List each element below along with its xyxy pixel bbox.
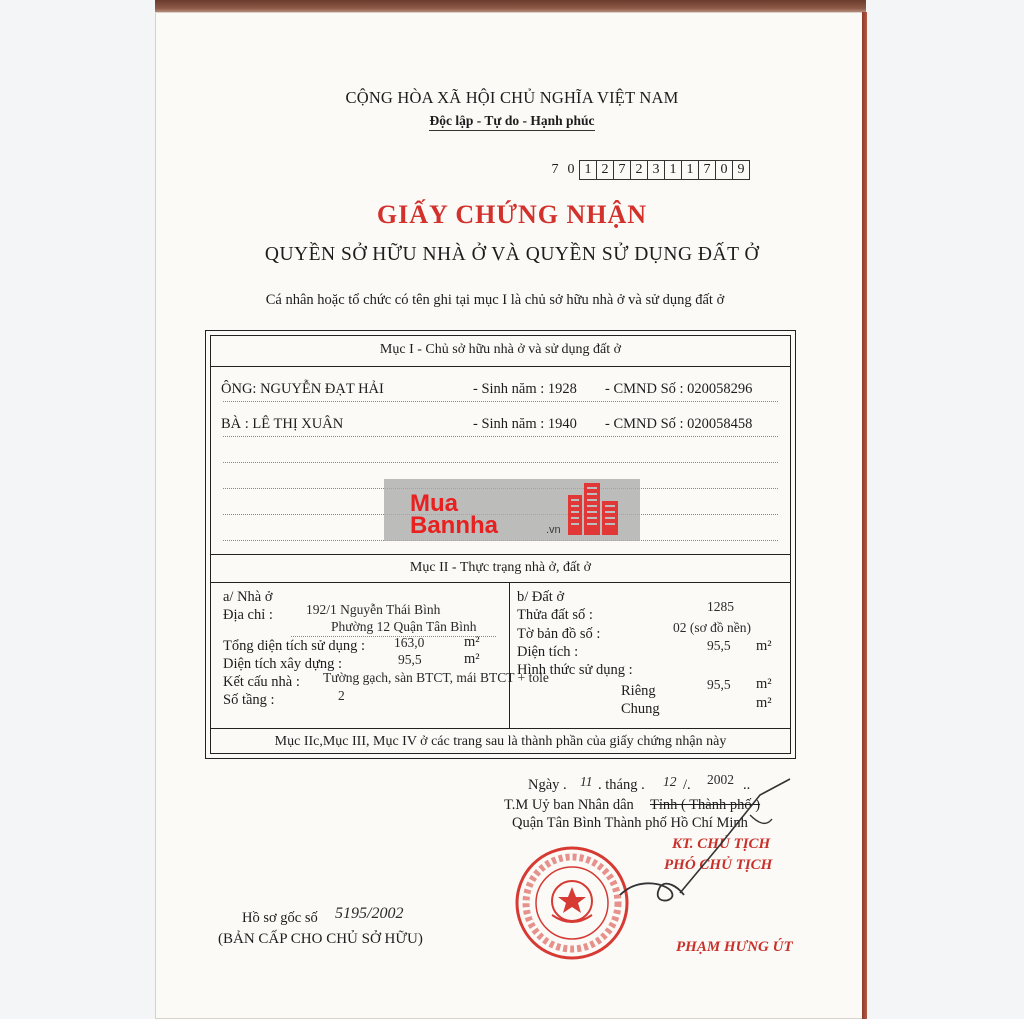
serial-prefix-digit: 7 [551,162,559,177]
land-area-value: 95,5 [707,638,731,653]
serial-number [547,160,750,180]
owner1-name: ÔNG: NGUYỄN ĐẠT HẢI [221,381,384,397]
build-area-label: Diện tích xây dựng : [223,656,343,672]
structure-value: Tường gạch, sàn BTCT, mái BTCT + tole [323,670,549,685]
cover-edge-right [862,12,867,1019]
build-area-value: 95,5 [398,652,422,667]
dossier-number: 5195/2002 [335,905,404,922]
section2-divider-top [211,554,790,555]
usage-label: Hình thức sử dụng : [517,662,633,678]
owner2-id: - CMND Số : 020058458 [605,416,753,432]
watermark-suffix: .vn [546,524,561,536]
section2-title: Mục II - Thực trạng nhà ở, đất ở [409,560,592,575]
total-area-unit: m² [464,634,480,650]
serial-digit: 2 [597,160,614,180]
map-label: Tờ bản đồ số : [517,626,601,642]
section2-divider [211,582,790,583]
signature-scribble [600,775,810,935]
owner1-birth: - Sinh năm : 1928 [473,381,577,397]
motto-text: Độc lập - Tự do - Hạnh phúc [429,113,594,131]
parcel-label: Thửa đất số : [517,607,593,623]
land-area-label: Diện tích : [517,644,579,660]
date-trail: .. [743,777,751,793]
land-area-unit: m² [756,638,772,654]
serial-digit: 1 [579,160,597,180]
serial-digit: 1 [682,160,699,180]
date-month: 12 [663,774,677,789]
address-label: Địa chỉ : [223,607,273,623]
footer-divider [211,728,790,729]
floors-label: Số tầng : [223,692,275,708]
owner2-name: BÀ : LÊ THỊ XUÂN [221,416,344,432]
dotted-line [223,462,778,463]
info-table-inner [210,335,791,754]
serial-digit: 1 [665,160,682,180]
authority-struck: Tỉnh ( Thành phố ) [650,797,761,813]
mua-bannha-watermark [384,479,640,541]
date-day: 11 [580,774,593,789]
background-left [0,0,155,1019]
private-unit: m² [756,676,772,692]
serial-prefix-digit: 0 [567,162,575,177]
dotted-line [223,401,778,402]
footer-note: Mục IIc,Mục III, Mục IV ở các trang sau là thành phần của giấy chứng nhận này [274,734,727,749]
role-chairman: KT. CHỦ TỊCH [672,836,771,852]
watermark-line1: Mua [410,490,458,517]
floors-value: 2 [338,688,345,703]
certificate-subtitle: QUYỀN SỞ HỮU NHÀ Ở VÀ QUYỀN SỬ DỤNG ĐẤT Ở [264,244,760,265]
serial-digit: 0 [716,160,733,180]
private-label: Riêng [621,683,656,699]
section1-divider [211,366,790,367]
serial-digit: 2 [631,160,648,180]
owner2-birth: - Sinh năm : 1940 [473,416,577,432]
shared-unit: m² [756,695,772,711]
serial-digit: 9 [733,160,750,180]
serial-digit: 7 [614,160,631,180]
dotted-line [223,436,778,437]
private-value: 95,5 [707,677,731,692]
intro-text: Cá nhân hoặc tổ chức có tên ghi tại mục I là chủ sở hữu nhà ở và sử dụng đất ở [265,292,725,308]
serial-digit: 7 [699,160,716,180]
build-area-unit: m² [464,651,480,667]
dossier-label: Hồ sơ gốc số [242,910,318,926]
structure-label: Kết cấu nhà : [223,674,300,690]
info-table [205,330,796,759]
house-heading: a/ Nhà ở [223,589,273,605]
watermark-line2: Bannha [410,512,499,539]
shared-label: Chung [621,701,660,717]
owner1-id: - CMND Số : 020058296 [605,381,753,397]
building-icon [562,481,624,537]
serial-digit: 3 [648,160,665,180]
role-vice-chairman: PHÓ CHỦ TỊCH [664,857,773,873]
authority-line1: T.M Uỷ ban Nhân dân [504,797,634,813]
date-separator: /. [683,777,691,793]
signer-name: PHẠM HƯNG ÚT [676,939,793,955]
land-heading: b/ Đất ở [517,589,565,605]
total-area-label: Tổng diện tích sử dụng : [223,638,365,654]
total-area-value: 163,0 [394,635,425,650]
date-month-label: . tháng . [598,777,645,793]
certificate-title: GIẤY CHỨNG NHẬN [376,200,648,229]
watermark-logo-text [410,490,499,539]
section1-title: Mục I - Chủ sở hữu nhà ở và sử dụng đất ở [379,342,622,357]
issued-to: (BẢN CẤP CHO CHỦ SỞ HỮU) [218,931,423,947]
background-right [866,0,1024,1019]
motto [0,113,1024,129]
map-value: 02 (sơ đồ nền) [673,620,752,635]
date-year: 2002 [707,772,734,787]
column-divider [509,582,510,728]
authority-line2: Quận Tân Bình Thành phố Hồ Chí Minh [512,815,748,831]
parcel-value: 1285 [707,599,734,614]
national-title: CỘNG HÒA XÃ HỘI CHỦ NGHĨA VIỆT NAM [345,88,679,107]
address-line2: Phường 12 Quận Tân Bình [331,619,477,634]
address-line1: 192/1 Nguyễn Thái Bình [306,602,441,617]
date-prefix: Ngày . [528,777,567,793]
